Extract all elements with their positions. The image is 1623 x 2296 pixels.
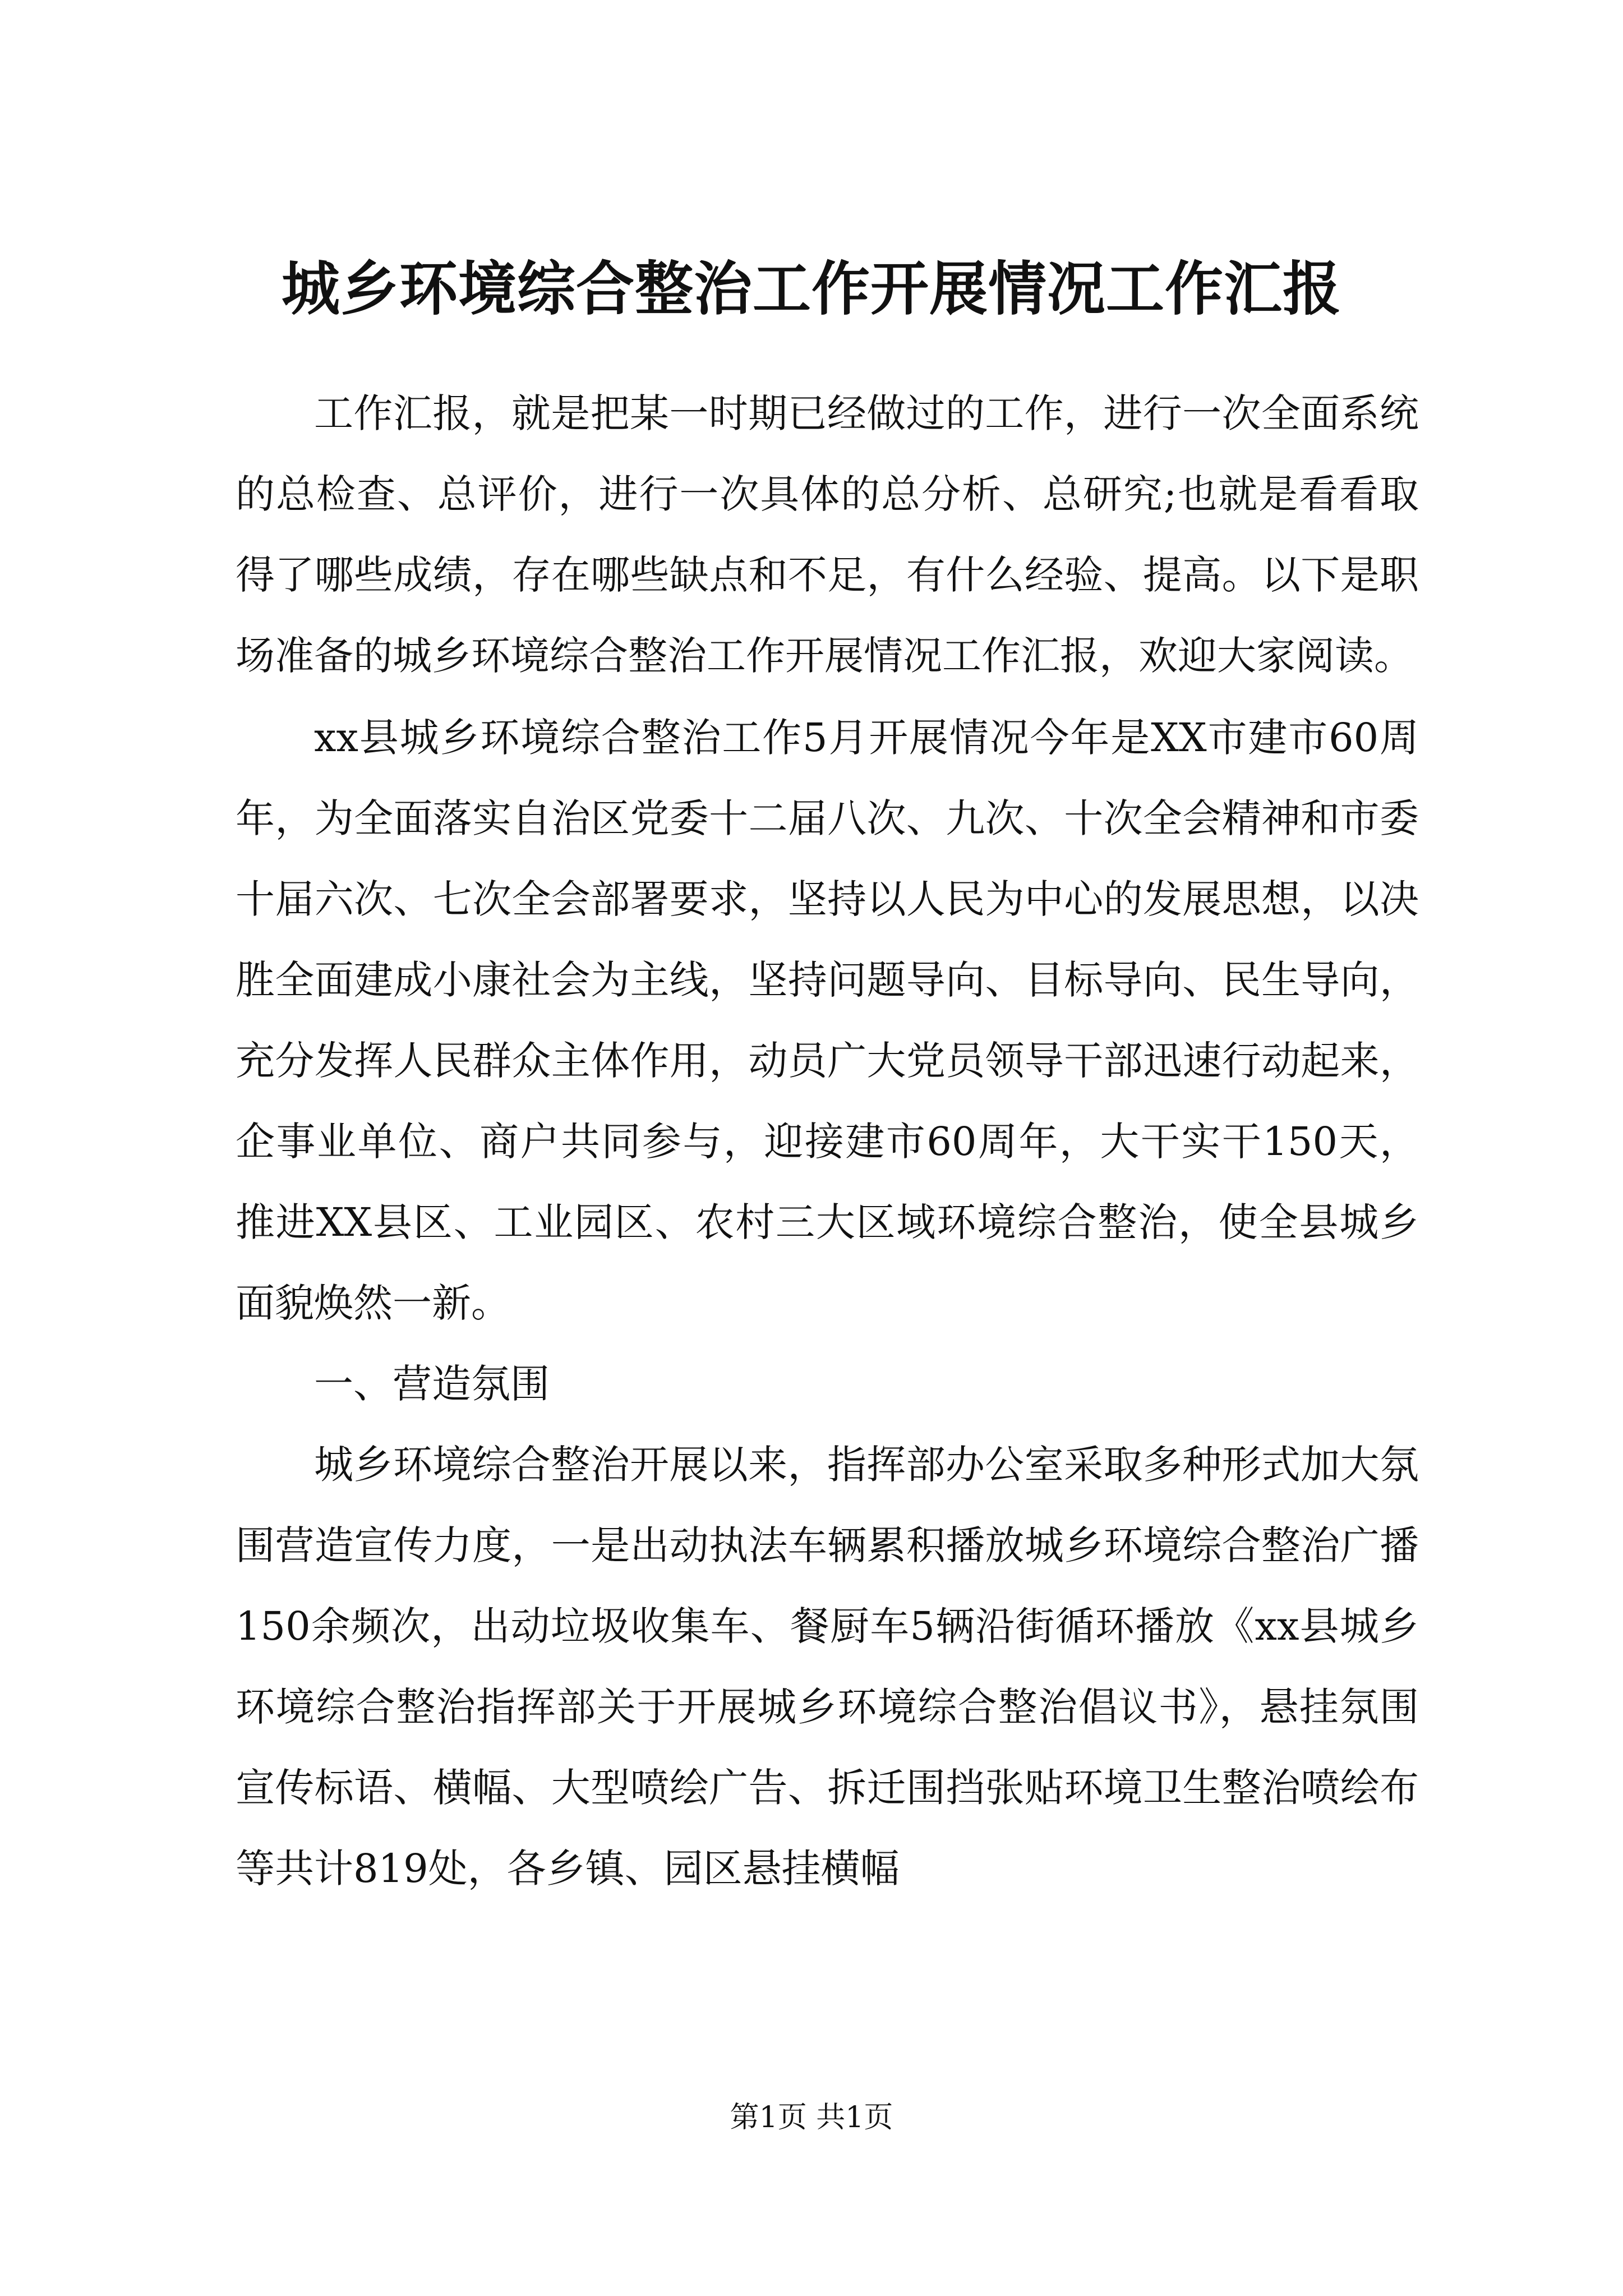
section-heading: 一、营造氛围: [314, 1361, 550, 1407]
page-number-footer: 第1页 共1页: [730, 2101, 893, 2134]
intro-paragraph: 工作汇报，就是把某一时期已经做过的工作，进行一次全面系统的总检查、总评价，进行一次具体的总分析、总研究;也就是看看取得了哪些成绩，存在哪些缺点和不足，有什么经验、提高。以下是职场准备的城乡环境综合整治工作开展情况工作汇报，欢迎大家阅读。: [236, 390, 1419, 679]
section-paragraph: 城乡环境综合整治开展以来，指挥部办公室采取多种形式加大氛围营造宣传力度，一是出动执法车辆累积播放城乡环境综合整治广播150余频次，出动垃圾收集车、餐厨车5辆沿街循环播放《xx县城乡环境综合整治指挥部关于开展城乡环境综合整治倡议书》，悬挂氛围宣传标语、横幅、大型喷绘广告、拆迁围挡张贴环境卫生整治喷绘布等共计819处，各乡镇、园区悬挂横幅: [236, 1442, 1419, 1892]
document-body: [236, 373, 1419, 1909]
overview-paragraph: xx县城乡环境综合整治工作5月开展情况今年是XX市建市60周年，为全面落实自治区党委十二届八次、九次、十次全会精神和市委十届六次、七次全会部署要求，坚持以人民为中心的发展思想，以决胜全面建成小康社会为主线，坚持问题导向、目标导向、民生导向，充分发挥人民群众主体作用，动员广大党员领导干部迅速行动起来，企事业单位、商户共同参与，迎接建市60周年，大干实干150天，推进XX县区、工业园区、农村三大区域环境综合整治，使全县城乡面貌焕然一新。: [236, 715, 1419, 1326]
document-title: 城乡环境综合整治工作开展情况工作汇报: [281, 254, 1341, 323]
